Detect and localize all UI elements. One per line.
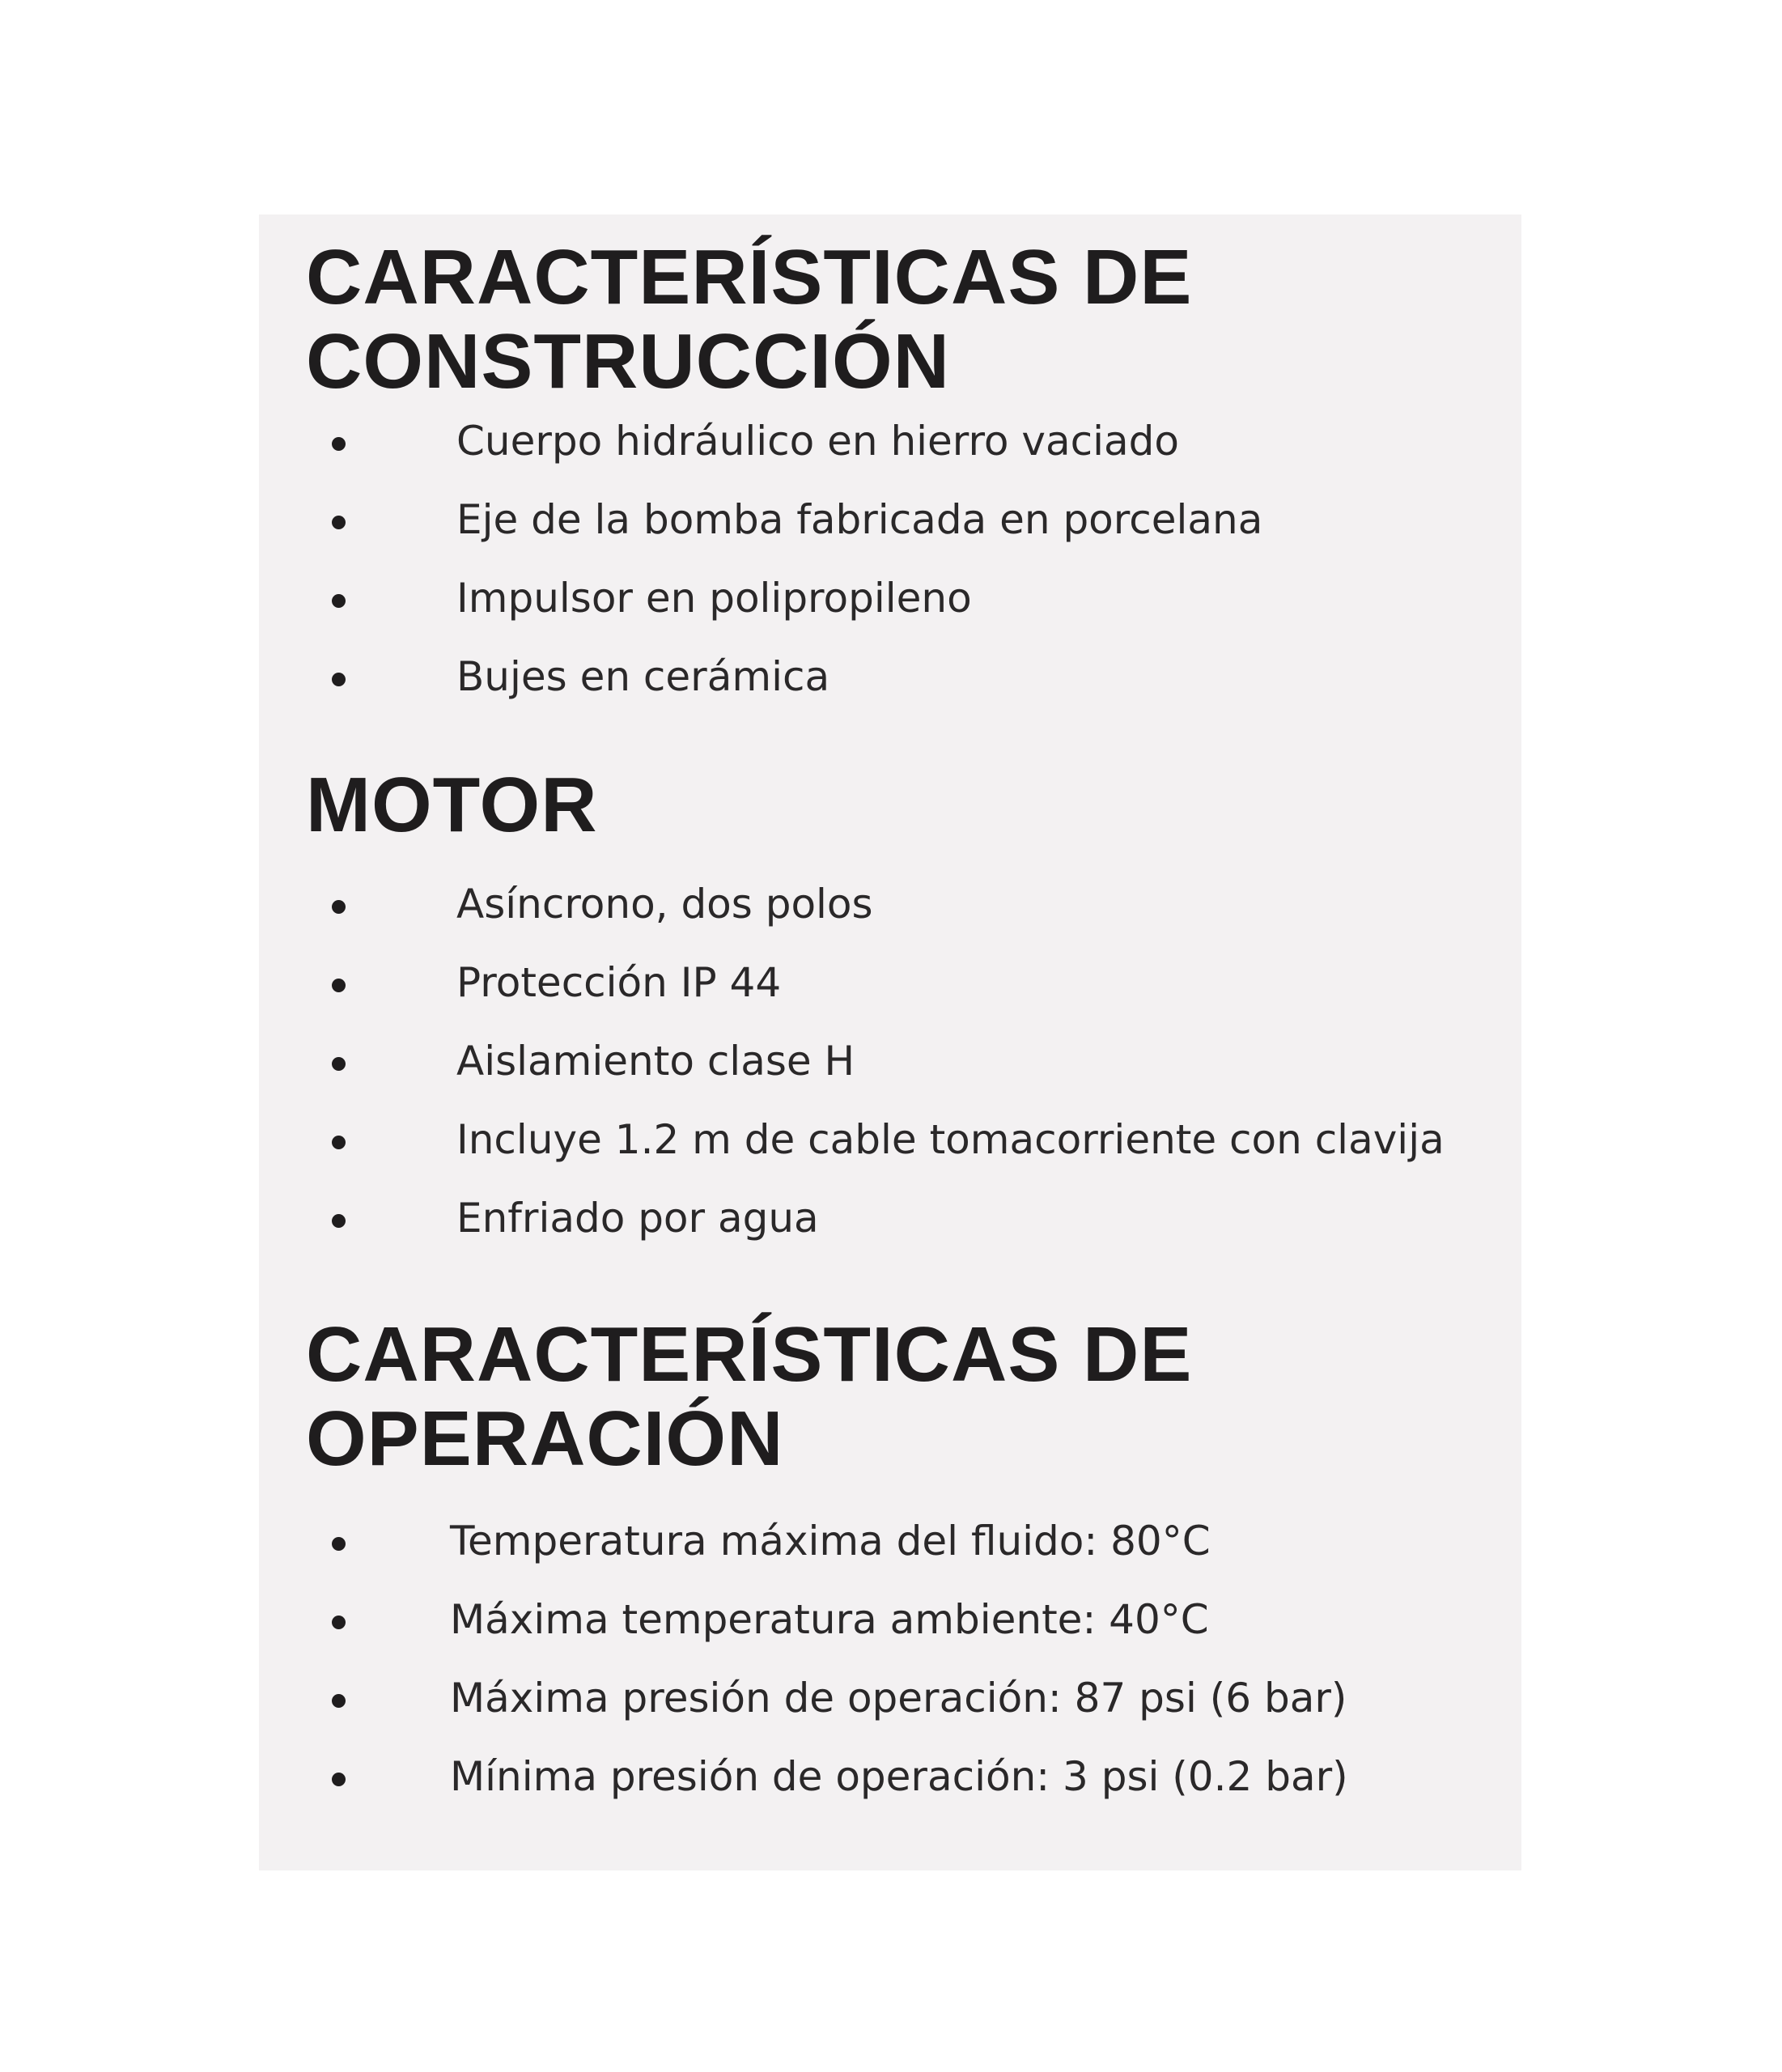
bullet-icon	[332, 1136, 346, 1149]
feature-list	[306, 1517, 1487, 1831]
feature-list	[306, 417, 1487, 731]
bullet-icon	[332, 594, 346, 608]
list-item-text: Bujes en cerámica	[456, 653, 830, 700]
heading-line: CARACTERÍSTICAS DE	[306, 234, 1193, 321]
heading-line: OPERACIÓN	[306, 1395, 784, 1482]
list-item-text: Impulsor en polipropileno	[456, 575, 972, 622]
list-item	[306, 495, 1487, 574]
list-item-text: Protección IP 44	[456, 959, 782, 1006]
list-item-text: Enfriado por agua	[456, 1195, 819, 1242]
list-item	[306, 574, 1487, 652]
bullet-icon	[332, 900, 346, 914]
list-item	[306, 1517, 1487, 1595]
bullet-icon	[332, 1773, 346, 1786]
bullet-icon	[332, 1537, 346, 1551]
list-item-text: Máxima temperatura ambiente: 40°C	[450, 1596, 1209, 1643]
list-item	[306, 1752, 1487, 1831]
bullet-icon	[332, 1214, 346, 1228]
spec-panel	[259, 214, 1521, 1870]
feature-list	[306, 880, 1487, 1272]
heading-line: CONSTRUCCIÓN	[306, 318, 950, 405]
section-construction	[306, 236, 1487, 731]
list-item-text: Temperatura máxima del fluido: 80°C	[450, 1518, 1211, 1565]
bullet-icon	[332, 673, 346, 686]
list-item	[306, 1037, 1487, 1115]
bullet-icon	[332, 1694, 346, 1708]
list-item	[306, 1115, 1487, 1194]
list-item	[306, 1674, 1487, 1752]
list-item-text: Eje de la bomba fabricada en porcelana	[456, 496, 1263, 543]
bullet-icon	[332, 437, 346, 451]
section-heading	[306, 236, 1487, 404]
heading-line: CARACTERÍSTICAS DE	[306, 1311, 1193, 1398]
list-item-text: Cuerpo hidráulico en hierro vaciado	[456, 418, 1179, 465]
list-item	[306, 880, 1487, 958]
section-operation	[306, 1313, 1487, 1831]
list-item-text: Aislamiento clase H	[456, 1038, 855, 1085]
bullet-icon	[332, 516, 346, 529]
list-item	[306, 1194, 1487, 1272]
bullet-icon	[332, 979, 346, 992]
list-item	[306, 1595, 1487, 1674]
list-item	[306, 652, 1487, 731]
list-item	[306, 417, 1487, 495]
list-item-text: Máxima presión de operación: 87 psi (6 bar)	[450, 1675, 1347, 1722]
bullet-icon	[332, 1616, 346, 1629]
list-item	[306, 958, 1487, 1037]
section-heading	[306, 763, 1487, 847]
bullet-icon	[332, 1057, 346, 1071]
list-item-text: Incluye 1.2 m de cable tomacorriente con clavija	[456, 1116, 1445, 1163]
heading-line: MOTOR	[306, 762, 598, 848]
list-item-text: Asíncrono, dos polos	[456, 881, 873, 928]
list-item-text: Mínima presión de operación: 3 psi (0.2 bar)	[450, 1753, 1348, 1800]
section-heading	[306, 1313, 1487, 1481]
section-motor	[306, 763, 1487, 1272]
